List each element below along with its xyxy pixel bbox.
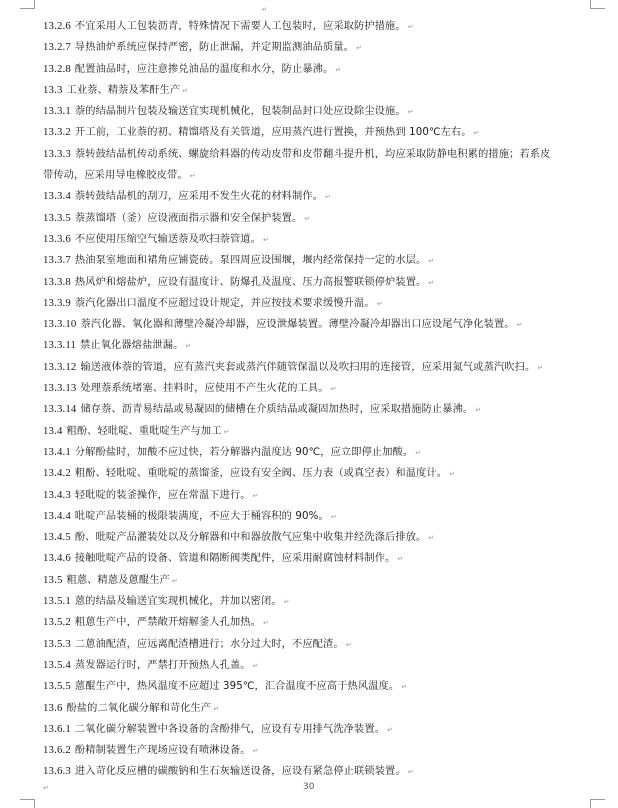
clause-number: 13.3.6 [43, 232, 71, 245]
paragraph-line[interactable] [43, 612, 595, 633]
clause-text: 萘汽化器、氧化器和薄壁冷凝冷却器，应设泄爆装置。薄壁冷凝冷却器出口应设尾气净化装置。 [80, 319, 515, 331]
paragraph-line[interactable] [43, 421, 595, 442]
page-number: 30 [303, 782, 315, 792]
clause-text: 蒽的结晶及输送宜实现机械化，并加以密闭。 [74, 596, 282, 608]
clause-text: 不应使用压缩空气输送萘及吹扫萘管道。 [74, 233, 261, 245]
paragraph-mark: ↵ [283, 598, 290, 607]
clause-text: 蒸发器运行时，严禁打开预热人孔盖。 [74, 659, 251, 671]
paragraph-line[interactable] [43, 250, 595, 271]
paragraph-mark: ↵ [252, 491, 259, 500]
clause-number: 13.4.4 [43, 509, 71, 522]
paragraph-line[interactable] [43, 506, 595, 527]
clause-text: 粗酚、轻吡啶、重吡啶的蒸馏釜，应设有安全阀、压力表（或真空表）和温度计。 [74, 468, 448, 480]
clause-text: 吡啶产品装桶的极限装满度，不应大于桶容积的 90%。 [74, 510, 329, 522]
clause-text: 不宜采用人工包装沥青，特殊情况下需要人工包装时，应采取防护措施。 [74, 21, 406, 32]
paragraph-mark: ↵ [428, 534, 435, 543]
paragraph-mark: ↵ [330, 385, 337, 394]
clause-text: 储存萘、沥青易结晶或易凝固的储槽在介质结晶或凝固加热时，应采取措施防止暴沸。 [80, 404, 474, 416]
paragraph-mark: ↵ [537, 363, 544, 372]
clause-text: 带传动，应采用导电橡胶皮带。 [43, 170, 188, 182]
paragraph-line[interactable] [43, 570, 595, 591]
clause-text: 酚、吡啶产品灌装处以及分解器和中和器放散气应集中收集并经洗涤后排放。 [74, 532, 427, 544]
paragraph-mark: ↵ [213, 704, 220, 713]
document-body[interactable] [43, 16, 595, 783]
clause-text: 萘转鼓结晶机的刮刀，应采用不发生火花的材料制作。 [74, 191, 324, 203]
paragraph-mark: ↵ [325, 193, 332, 202]
paragraph-line[interactable] [43, 272, 595, 293]
paragraph-line[interactable] [43, 719, 595, 740]
paragraph-line[interactable] [43, 357, 595, 378]
paragraph-line[interactable] [43, 229, 595, 250]
clause-number: 13.6.3 [43, 765, 71, 778]
clause-number: 13.2.8 [43, 62, 71, 75]
paragraph-mark: ↵ [185, 342, 192, 351]
clause-number: 13.3.7 [43, 254, 71, 267]
paragraph-mark: ↵ [335, 65, 342, 74]
paragraph-line[interactable] [43, 548, 595, 569]
paragraph-line[interactable] [43, 314, 595, 335]
clause-text: 蒽醌生产中，热风温度不应超过 395℃，汇合温度不应高于热风温度。 [74, 681, 400, 693]
clause-text: 萘汽化器出口温度不应超过设计规定，并应按技术要求缓慢升温。 [74, 297, 375, 309]
header-paragraph-mark: ↵ [262, 6, 268, 13]
paragraph-line[interactable] [43, 676, 595, 697]
clause-text: 开工前，工业萘的初、精馏塔及有关管道，应用蒸汽进行置换，并预热到 100℃左右。 [74, 127, 472, 139]
clause-text: 萘蒸馏塔（釜）应设液面指示器和安全保护装置。 [74, 212, 303, 224]
clause-number: 13.3.14 [43, 403, 77, 416]
clause-text: 分解酚盐时，加酸不应过快，若分解器内温度达 90℃，应立即停止加酸。 [74, 446, 414, 458]
paragraph-mark: ↵ [262, 619, 269, 628]
clause-number: 13.5.5 [43, 680, 71, 693]
clause-text: 禁止氧化器熔盐泄漏。 [80, 340, 184, 352]
page-corner-mark [590, 0, 605, 9]
paragraph-line[interactable] [43, 655, 595, 676]
paragraph-mark: ↵ [189, 172, 196, 181]
clause-text: 酚精制装置生产现场应设有喷淋设备。 [74, 745, 251, 757]
clause-text: 工业萘、精萘及苯酐生产 [66, 84, 181, 96]
paragraph-mark: ↵ [473, 129, 480, 138]
paragraph-line[interactable] [43, 59, 595, 80]
paragraph-line[interactable] [43, 144, 595, 165]
paragraph-mark: ↵ [304, 214, 311, 223]
paragraph-line[interactable] [43, 293, 595, 314]
clause-number: 13.6 [43, 701, 63, 714]
paragraph-mark: ↵ [475, 406, 482, 415]
paragraph-line[interactable] [43, 761, 595, 782]
clause-number: 13.3 [43, 83, 63, 96]
clause-text: 粗蒽生产中，严禁敞开熔解釜人孔加热。 [74, 617, 261, 629]
page-corner-mark [20, 0, 35, 9]
paragraph-line[interactable] [43, 463, 595, 484]
clause-text: 进入苛化反应槽的碳酸钠和生石灰输送设备，应设有紧急停止联锁装置。 [74, 766, 406, 778]
clause-number: 13.5.3 [43, 637, 71, 650]
clause-number: 13.4.6 [43, 552, 71, 565]
paragraph-mark: ↵ [330, 512, 337, 521]
paragraph-line[interactable] [43, 485, 595, 506]
clause-number: 13.3.13 [43, 382, 77, 395]
paragraph-mark: ↵ [401, 683, 408, 692]
clause-number: 13.4.1 [43, 445, 71, 458]
paragraph-mark: ↵ [262, 235, 269, 244]
clause-number: 13.3.10 [43, 318, 77, 331]
clause-text: 粗蒽、精蒽及蒽醌生产 [66, 574, 170, 586]
paragraph-line[interactable] [43, 399, 595, 420]
clause-text: 粗酚、轻吡啶、重吡啶生产与加工 [66, 425, 222, 437]
paragraph-line[interactable] [43, 101, 595, 122]
paragraph-line[interactable] [43, 634, 595, 655]
clause-text: 轻吡啶的装釜操作，应在常温下进行。 [74, 489, 251, 501]
paragraph-line[interactable] [43, 591, 595, 612]
clause-text: 二蒽油配渣，应远离配渣槽进行；水分过大时，不应配渣。 [74, 638, 344, 650]
paragraph-mark: ↵ [407, 108, 414, 117]
paragraph-line[interactable] [43, 378, 595, 399]
clause-number: 13.4.5 [43, 531, 71, 544]
paragraph-mark: ↵ [397, 555, 404, 564]
clause-number: 13.6.2 [43, 744, 71, 757]
clause-text: 配置油品时，应注意掺兑油品的温度和水分，防止暴沸。 [74, 63, 334, 75]
paragraph-mark: ↵ [376, 299, 383, 308]
clause-number: 13.5.4 [43, 658, 71, 671]
paragraph-line[interactable] [43, 740, 595, 761]
paragraph-mark: ↵ [428, 278, 435, 287]
paragraph-mark: ↵ [415, 448, 422, 457]
clause-number: 13.3.12 [43, 360, 77, 373]
paragraph-line[interactable] [43, 122, 595, 143]
clause-text: 处理萘系统堵塞、挂料时，应使用不产生火花的工具。 [80, 383, 329, 395]
paragraph-line[interactable] [43, 698, 595, 719]
clause-number: 13.4 [43, 424, 63, 437]
paragraph-line[interactable] [43, 208, 595, 229]
clause-text: 输送液体萘的管道，应有蒸汽夹套或蒸汽伴随管保温以及吹扫用的连接管，应采用氮气或蒸汽吹扫。 [80, 361, 536, 373]
page-footer [0, 782, 618, 798]
clause-number: 13.3.5 [43, 211, 71, 224]
paragraph-mark: ↵ [171, 576, 178, 585]
paragraph-mark: ↵ [449, 470, 456, 479]
paragraph-line[interactable] [43, 37, 595, 58]
paragraph-mark: ↵ [407, 23, 414, 31]
clause-text: 酚盐的二氧化碳分解和苛化生产 [66, 702, 212, 714]
footer-paragraph-mark: ↵ [43, 784, 49, 792]
paragraph-line[interactable] [43, 165, 595, 186]
clause-number: 13.2.7 [43, 41, 71, 54]
clause-number: 13.4.3 [43, 488, 71, 501]
clause-number: 13.3.9 [43, 296, 71, 309]
clause-number: 13.5.1 [43, 595, 71, 608]
clause-text: 导热油炉系统应保持严密，防止泄漏，并定期监测油品质量。 [74, 42, 355, 54]
clause-number: 13.2.6 [43, 20, 71, 32]
paragraph-line[interactable] [43, 335, 595, 356]
clause-number: 13.5.2 [43, 616, 71, 629]
clause-text: 萘转鼓结晶机传动系统、螺旋给料器的传动皮带和皮带翻斗提升机，均应采取防静电积累的措施；若系皮 [74, 148, 551, 160]
paragraph-mark: ↵ [387, 725, 394, 734]
paragraph-mark: ↵ [345, 640, 352, 649]
paragraph-mark: ↵ [252, 747, 259, 756]
clause-text: 热风炉和熔盐炉，应设有温度计、防爆孔及温度、压力高报警联锁停炉装置。 [74, 276, 427, 288]
clause-number: 13.3.2 [43, 126, 71, 139]
paragraph-mark: ↵ [223, 427, 230, 436]
clause-number: 13.4.2 [43, 467, 71, 480]
clause-number: 13.6.1 [43, 722, 71, 735]
clause-number: 13.3.4 [43, 190, 71, 203]
paragraph-line[interactable] [43, 527, 595, 548]
clause-text: 热油泵室地面和裙角应铺瓷砖。泵四周应设围堰，堰内经常保持一定的水层。 [74, 255, 427, 267]
paragraph-mark: ↵ [428, 257, 435, 266]
paragraph-line[interactable] [43, 16, 595, 37]
clause-text: 接触吡啶产品的设备、管道和隔断阀类配件，应采用耐腐蚀材料制作。 [74, 553, 396, 565]
paragraph-mark: ↵ [356, 44, 363, 53]
clause-number: 13.5 [43, 573, 63, 586]
clause-number: 13.3.8 [43, 275, 71, 288]
clause-text: 二氧化碳分解装置中各设备的含酚排气，应设有专用排气洗净装置。 [74, 723, 386, 735]
paragraph-mark: ↵ [252, 661, 259, 670]
paragraph-line[interactable] [43, 186, 595, 207]
paragraph-line[interactable] [43, 442, 595, 463]
clause-number: 13.3.3 [43, 147, 71, 160]
clause-text: 萘的结晶制片包装及输送宜实现机械化，包装制品封口处应设除尘设施。 [74, 106, 406, 118]
clause-number: 13.3.11 [43, 339, 77, 352]
paragraph-mark: ↵ [407, 768, 414, 777]
paragraph-line[interactable] [43, 80, 595, 101]
paragraph-mark: ↵ [516, 321, 523, 330]
clause-number: 13.3.1 [43, 105, 71, 118]
paragraph-mark: ↵ [182, 86, 189, 95]
